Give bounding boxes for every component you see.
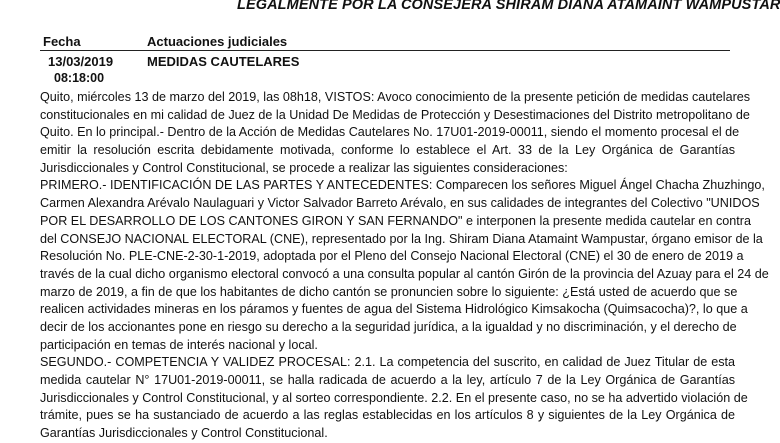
body-line: POR EL DESARROLLO DE LOS CANTONES GIRON Y SAN FERNANDO" e interponen la presente medida cautelar en contra: [40, 213, 751, 228]
body-line: realicen actividades mineras en los páramos y fuentes de agua del Sistema Hidrológico Kimsakocha (Quimsacocha)?, lo que a: [40, 302, 748, 317]
document-header: LEGALMENTE POR LA CONSEJERA SHIRAM DIANA ATAMAINT WAMPUSTAR: [237, 0, 780, 13]
body-line: emitir la resolución escrita debidamente motivada, conforme lo establece el Art. 33 de la Ley Orgánica de Garantías: [40, 143, 735, 158]
body-line: del CONSEJO NACIONAL ELECTORAL (CNE), representado por la Ing. Shiram Diana Atamaint Wampustar, órgano emisor de la: [40, 231, 763, 246]
column-header-actuaciones: Actuaciones judiciales: [147, 34, 288, 49]
body-line: participación en temas de interés nacional y local.: [40, 337, 318, 352]
entry-title: MEDIDAS CAUTELARES: [147, 54, 300, 69]
body-line: Quito, miércoles 13 de marzo del 2019, las 08h18, VISTOS: Avoco conocimiento de la presente petición de medidas cautelares: [40, 90, 751, 104]
body-line: Jurisdiccionales y Control Constitucional, y al sorteo correspondiente. 2.2. En el presente caso, no se ha advertido violación de: [40, 390, 748, 405]
body-line: Carmen Alexandra Arévalo Naulaguari y Victor Salvador Barreto Arévalo, en sus calidades de integrantes del Colectivo "UNIDOS: [40, 196, 760, 211]
body-line: Jurisdiccionales y Control Constitucional, se procede a realizar las siguientes consideraciones:: [40, 160, 568, 175]
body-line: Garantías Jurisdiccionales y Control Constitucional.: [40, 426, 328, 441]
entry-time: 08:18:00: [54, 71, 105, 85]
table-header: [40, 34, 730, 51]
column-header-fecha: Fecha: [43, 34, 81, 49]
entry-date: 13/03/2019: [48, 54, 114, 69]
body-line: SEGUNDO.- COMPETENCIA Y VALIDEZ PROCESAL: 2.1. La competencia del suscrito, en calidad de Juez Titular de esta: [40, 355, 735, 370]
body-line: decir de los accionantes pone en riesgo su derecho a la seguridad jurídica, a la igualdad y no discriminación, y el derecho de: [40, 319, 737, 334]
body-line: PRIMERO.- IDENTIFICACIÓN DE LAS PARTES Y ANTECEDENTES: Comparecen los señores Miguel Ángel Chacha Zhuzhingo,: [40, 178, 765, 193]
entry-body: [40, 89, 769, 443]
body-line: Quito. En lo principal.- Dentro de la Acción de Medidas Cautelares No. 17U01-2019-00011, siendo el momento procesal el de: [40, 125, 740, 140]
body-line: marzo de 2019, a fin de que los habitantes de dicho cantón se pronuncien sobre lo siguiente: ¿Está usted de acuerdo que se: [40, 284, 738, 299]
body-line: trámite, pues se ha sustanciado de acuerdo a las reglas establecidas en los artículos 8 y siguientes de la Ley Orgánica de: [40, 408, 735, 423]
body-line: constitucionales en mi calidad de Juez de la Unidad De Medidas de Protección y Desestimaciones del Distrito metropolitano de: [40, 107, 750, 122]
body-line: Resolución No. PLE-CNE-2-30-1-2019, adoptada por el Pleno del Consejo Nacional Electoral (CNE) el 30 de enero de 2019 a: [40, 249, 744, 264]
body-line: medida cautelar N° 17U01-2019-00011, se halla radicada de acuerdo a la ley, artículo 7 de la Ley Orgánica de Garantías: [40, 373, 735, 387]
body-line: través de la cual dicho organismo electoral convocó a una consulta popular al cantón Girón de la provincia del Azuay para el 24 de: [40, 266, 769, 281]
